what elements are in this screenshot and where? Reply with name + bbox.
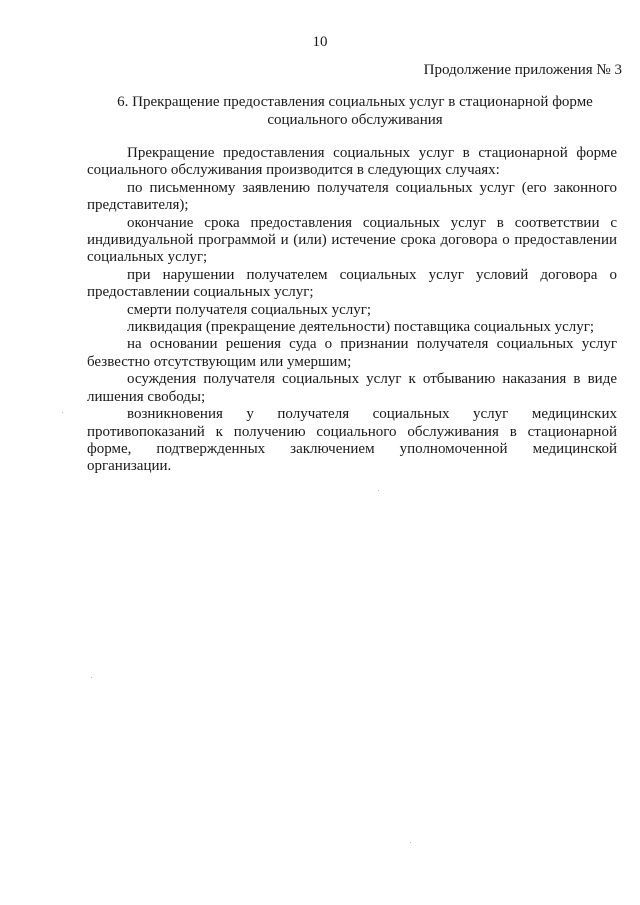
scan-speck <box>62 412 63 413</box>
section-title-line-2: социального обслуживания <box>267 112 443 128</box>
scan-speck <box>91 677 92 678</box>
page-number: 10 <box>312 34 328 50</box>
section-title <box>90 93 620 129</box>
paragraph-case-term-expiry: окончание срока предоставления социальных услуг в соответствии с индивидуальной программой и (или) истечение срока договора о предоставлении социальных услуг; <box>87 214 617 266</box>
paragraph-case-death: смерти получателя социальных услуг; <box>127 301 372 318</box>
scan-speck <box>378 490 379 491</box>
paragraph-case-court-decision: на основании решения суда о признании получателя социальных услуг безвестно отсутствующим или умершим; <box>87 336 617 370</box>
paragraph-case-medical-contraindications: возникновения у получателя социальных услуг медицинских противопоказаний к получению социального обслуживания в стационарной форме, подтвержденных заключением уполномоченной медицинской организации. <box>87 406 617 475</box>
paragraph-case-written-request: по письменному заявлению получателя социальных услуг (его законного представителя); <box>87 179 617 214</box>
paragraph-case-imprisonment: осуждения получателя социальных услуг к отбыванию наказания в виде лишения свободы; <box>87 371 617 405</box>
appendix-continuation-label: Продолжение приложения № 3 <box>423 62 622 78</box>
section-title-line-1: 6. Прекращение предоставления социальных услуг в стационарной форме <box>117 94 593 110</box>
scan-speck <box>410 842 411 843</box>
paragraph-intro: Прекращение предоставления социальных услуг в стационарной форме социального обслуживания производится в следующих случаях: <box>87 145 617 179</box>
paragraph-case-provider-liquidation: ликвидация (прекращение деятельности) поставщика социальных услуг; <box>127 319 595 336</box>
section-body <box>87 145 617 476</box>
paragraph-case-contract-violation: при нарушении получателем социальных услуг условий договора о предоставлении социальных услуг; <box>87 266 617 301</box>
